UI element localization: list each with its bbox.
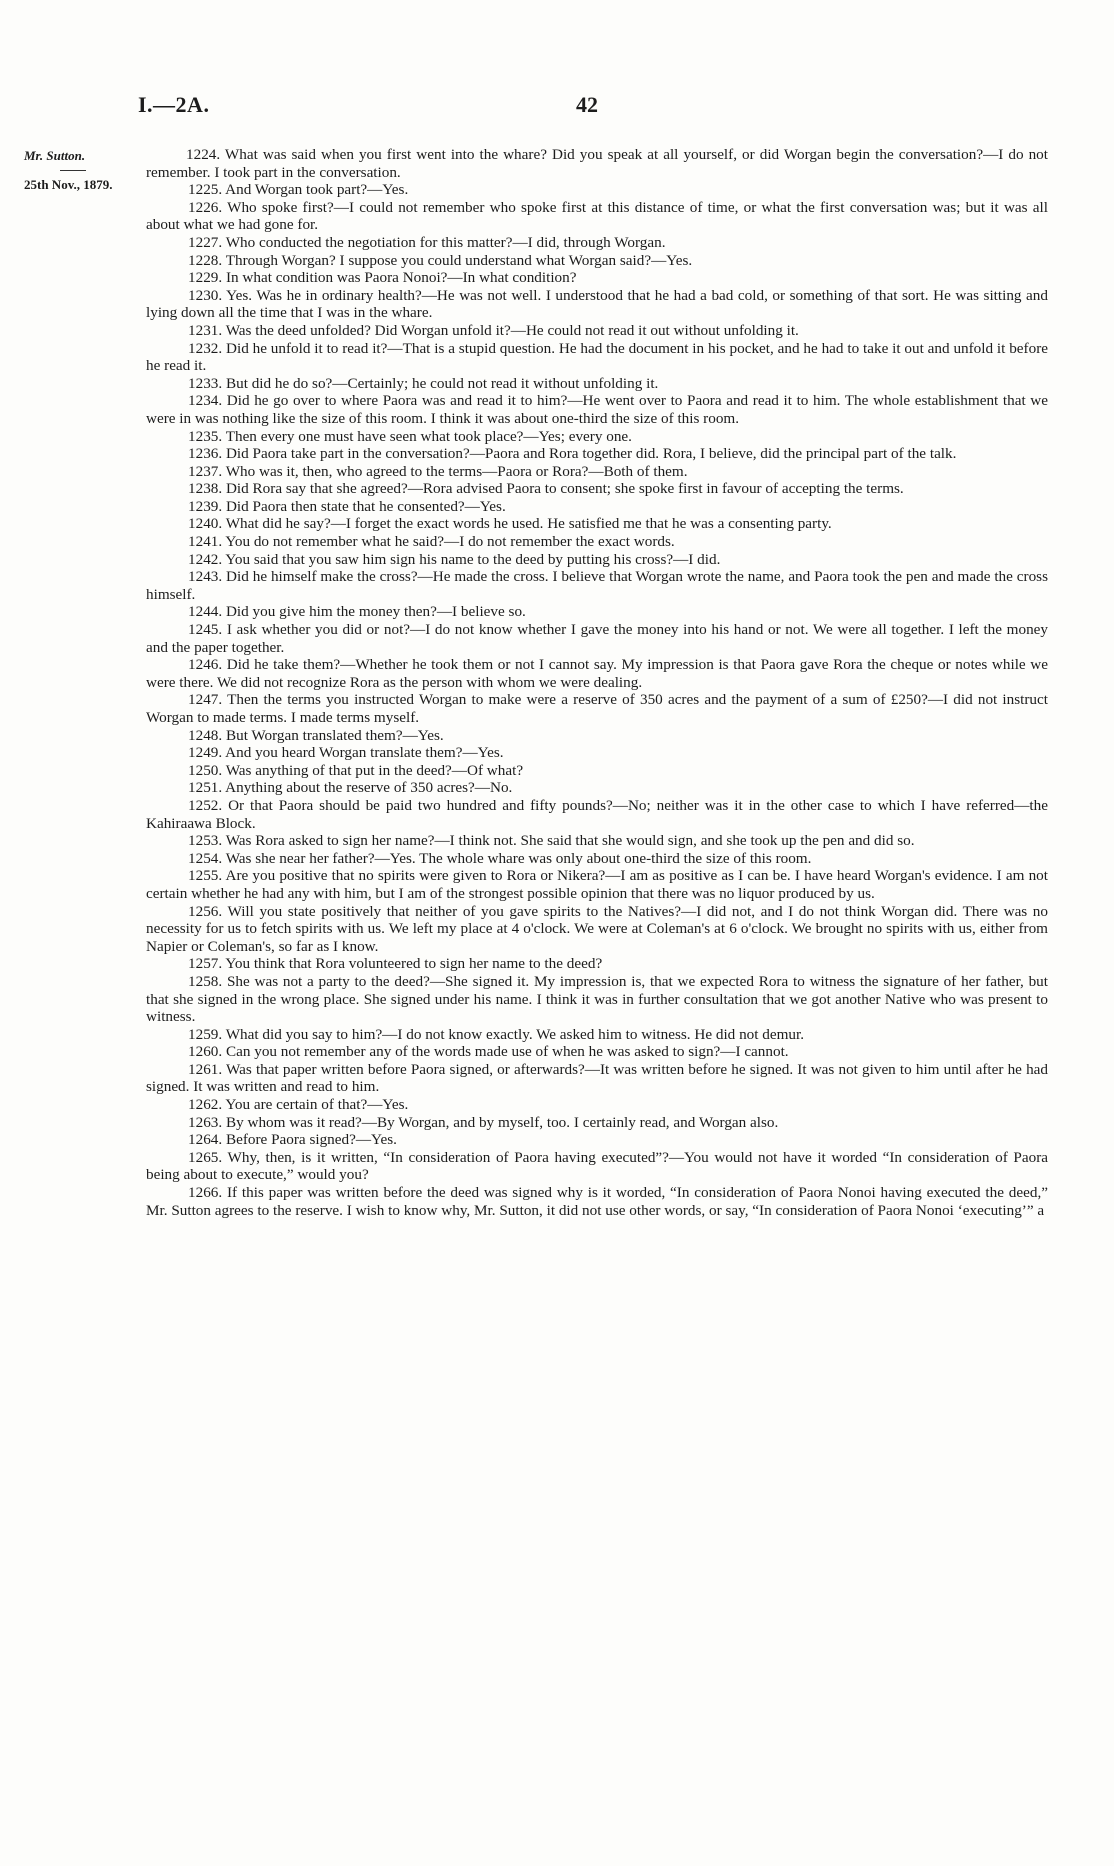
question-paragraph: 1258. She was not a party to the deed?—She signed it. My impression is, that we expected Rora to witness the signature of her father, but that she signed in the wrong place. She signed under his name. I think it was in further consultation that we got another Native who was present to witness.	[146, 972, 1048, 1026]
question-paragraph: 1257. You think that Rora volunteered to sign her name to the deed?	[188, 955, 603, 973]
question-paragraph: 1266. If this paper was written before the deed was signed why is it worded, “In consideration of Paora Nonoi having executed the deed,” Mr. Sutton agrees to the reserve. I wish to know why, Mr. Sutton, it did not use other words, or say, “In consideration of Paora Nonoi ‘executing’” a	[146, 1184, 1048, 1219]
question-paragraph: 1248. But Worgan translated them?—Yes.	[188, 726, 444, 744]
question-paragraph: 1243. Did he himself make the cross?—He made the cross. I believe that Worgan wrote the name, and Paora took the pen and made the cross himself.	[146, 568, 1048, 603]
question-paragraph: 1250. Was anything of that put in the deed?—Of what?	[188, 761, 524, 779]
question-paragraph: 1241. You do not remember what he said?—I do not remember the exact words.	[188, 533, 675, 551]
margin-speaker: Mr. Sutton.	[24, 148, 86, 163]
question-paragraph: 1260. Can you not remember any of the words made use of when he was asked to sign?—I cannot.	[188, 1043, 789, 1061]
question-paragraph: 1239. Did Paora then state that he consented?—Yes.	[188, 497, 506, 515]
question-paragraph: 1247. Then the terms you instructed Worgan to make were a reserve of 350 acres and the payment of a sum of £250?—I did not instruct Worgan to made terms. I made terms myself.	[146, 691, 1048, 726]
question-paragraph: 1235. Then every one must have seen what took place?—Yes; every one.	[188, 427, 632, 445]
question-paragraph: 1228. Through Worgan? I suppose you could understand what Worgan said?—Yes.	[188, 251, 693, 269]
question-paragraph: 1224. What was said when you first went into the whare? Did you speak at all yourself, or did Worgan begin the conversation?—I do not remember. I took part in the conversation.	[146, 146, 1048, 181]
question-paragraph: 1245. I ask whether you did or not?—I do not know whether I gave the money into his hand or not. We were all together. I left the money and the paper together.	[146, 621, 1048, 656]
question-paragraph: 1234. Did he go over to where Paora was and read it to him?—He went over to Paora and read it to him. The whole establishment that we were in was nothing like the size of this room. I think it was about one-third the size of this room.	[146, 392, 1048, 427]
question-paragraph: 1262. You are certain of that?—Yes.	[188, 1096, 409, 1114]
question-paragraph: 1255. Are you positive that no spirits were given to Rora or Nikera?—I am as positive as I can be. I have heard Worgan's evidence. I am not certain whether he had any with him, but I am of the strongest possible opinion that there was no liquor produced by us.	[146, 867, 1048, 902]
question-paragraph: 1244. Did you give him the money then?—I believe so.	[188, 603, 526, 621]
page-header	[138, 92, 1034, 120]
question-paragraph: 1251. Anything about the reserve of 350 acres?—No.	[188, 779, 513, 797]
question-paragraph: 1256. Will you state positively that neither of you gave spirits to the Natives?—I did not, and I do not think Worgan did. There was no necessity for us to fetch spirits with us. We left my place at 4 o'clock. We were at Coleman's at 6 o'clock. We brought no spirits with us, either from Napier or Coleman's, so far as I know.	[146, 902, 1048, 955]
question-paragraph: 1246. Did he take them?—Whether he took them or not I cannot say. My impression is that Paora gave Rora the cheque or notes while we were there. We did not recognize Rora as the person with whom we were dealing.	[146, 656, 1048, 691]
question-paragraph: 1264. Before Paora signed?—Yes.	[188, 1131, 397, 1149]
question-paragraph: 1225. And Worgan took part?—Yes.	[188, 181, 409, 199]
question-paragraph: 1230. Yes. Was he in ordinary health?—He was not well. I understood that he had a bad cold, or something of that sort. He was sitting and lying down all the time that I was in the whare.	[146, 286, 1048, 322]
parliamentary-paper-reference: I.—2A.	[138, 92, 210, 117]
transcript-body	[146, 146, 1048, 1219]
margin-note	[24, 148, 144, 193]
question-paragraph: 1263. By whom was it read?—By Worgan, and by myself, too. I certainly read, and Worgan also.	[188, 1113, 779, 1131]
question-paragraph: 1265. Why, then, is it written, “In consideration of Paora having executed”?—You would not have it worded “In consideration of Paora being about to execute,” would you?	[146, 1148, 1048, 1184]
question-paragraph: 1232. Did he unfold it to read it?—That is a stupid question. He had the document in his pocket, and he had to take it out and unfold it before he read it.	[146, 339, 1048, 375]
margin-date: 25th Nov., 1879.	[24, 177, 113, 192]
question-paragraph: 1253. Was Rora asked to sign her name?—I think not. She said that she would sign, and she took up the pen and did so.	[188, 832, 915, 850]
question-paragraph: 1237. Who was it, then, who agreed to the terms—Paora or Rora?—Both of them.	[188, 462, 688, 480]
question-paragraph: 1231. Was the deed unfolded? Did Worgan unfold it?—He could not read it out without unfolding it.	[188, 321, 799, 339]
margin-rule	[60, 170, 86, 171]
question-paragraph: 1226. Who spoke first?—I could not remember who spoke first at this distance of time, or what the first conversation was; but it was all about what we had gone for.	[146, 198, 1048, 234]
question-paragraph: 1242. You said that you saw him sign his name to the deed by putting his cross?—I did.	[188, 550, 721, 568]
question-paragraph: 1261. Was that paper written before Paora signed, or afterwards?—It was written before he signed. It was not given to him until after he had signed. It was written and read to him.	[146, 1060, 1048, 1096]
page-number: 42	[576, 92, 598, 117]
question-paragraph: 1236. Did Paora take part in the conversation?—Paora and Rora together did. Rora, I believe, did the principal part of the talk.	[188, 445, 957, 463]
question-paragraph: 1233. But did he do so?—Certainly; he could not read it without unfolding it.	[188, 374, 659, 392]
question-paragraph: 1252. Or that Paora should be paid two hundred and fifty pounds?—No; neither was it in the other case to which I have referred—the Kahiraawa Block.	[146, 796, 1048, 832]
question-paragraph: 1229. In what condition was Paora Nonoi?—In what condition?	[188, 269, 577, 287]
question-paragraph: 1227. Who conducted the negotiation for this matter?—I did, through Worgan.	[188, 233, 666, 251]
question-paragraph: 1240. What did he say?—I forget the exact words he used. He satisfied me that he was a consenting party.	[188, 515, 832, 533]
question-paragraph: 1238. Did Rora say that she agreed?—Rora advised Paora to consent; she spoke first in favour of accepting the terms.	[188, 480, 904, 498]
question-paragraph: 1254. Was she near her father?—Yes. The whole whare was only about one-third the size of this room.	[188, 849, 812, 867]
question-paragraph: 1259. What did you say to him?—I do not know exactly. We asked him to witness. He did not demur.	[188, 1025, 805, 1043]
question-paragraph: 1249. And you heard Worgan translate them?—Yes.	[188, 744, 504, 762]
